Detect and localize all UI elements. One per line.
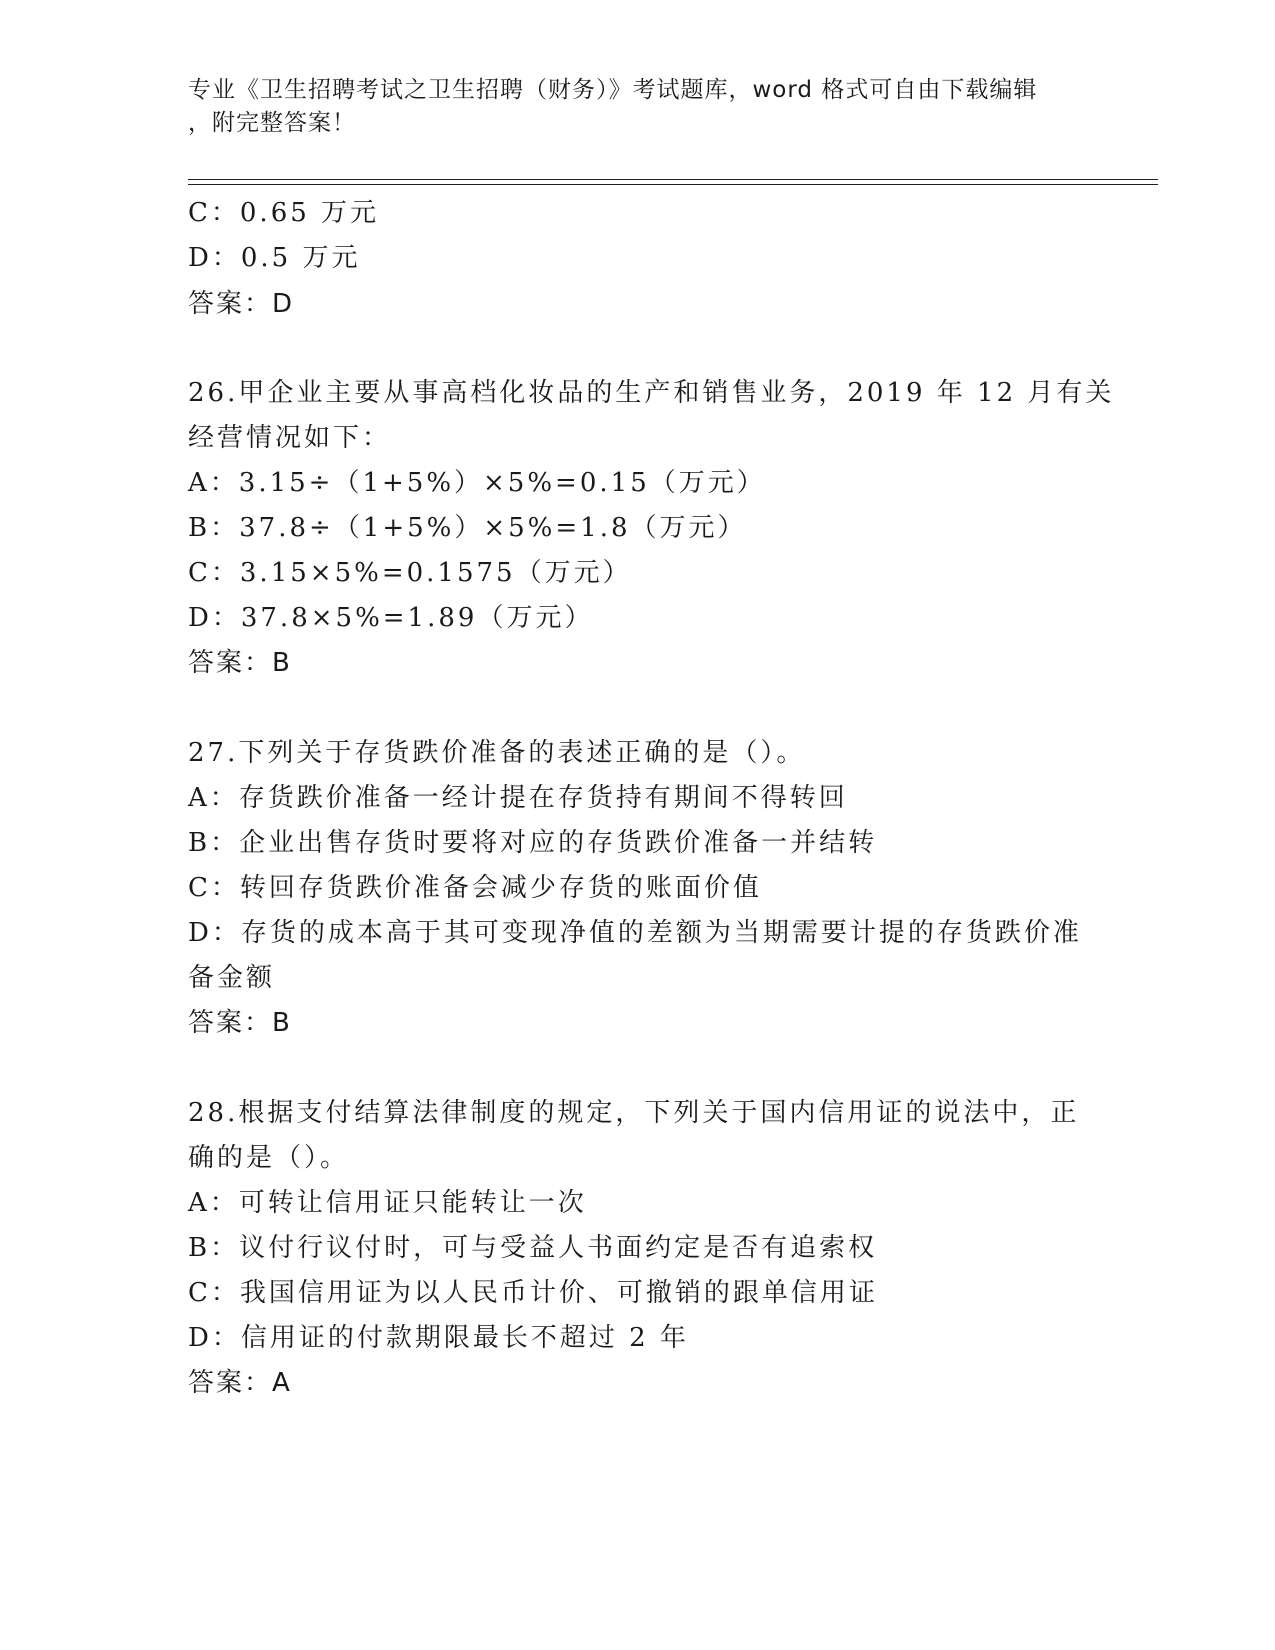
header-line-1: 专业《卫生招聘考试之卫生招聘（财务）》考试题库，word 格式可自由下载编辑	[188, 77, 1038, 103]
q26-option-d: D：37.8×5%=1.89（万元）	[188, 603, 594, 633]
q26-option-c: C：3.15×5%=0.1575（万元）	[188, 558, 632, 588]
q27-option-a: A：存货跌价准备一经计提在存货持有期间不得转回	[188, 783, 848, 813]
q27-stem: 27.下列关于存货跌价准备的表述正确的是（）。	[188, 738, 806, 768]
q26-answer: 答案：B	[188, 648, 292, 678]
q28-option-c: C：我国信用证为以人民币计价、可撤销的跟单信用证	[188, 1278, 878, 1308]
q27-option-c: C：转回存货跌价准备会减少存货的账面价值	[188, 873, 762, 903]
q26-stem-line-1: 26.甲企业主要从事高档化妆品的生产和销售业务，2019 年 12 月有关	[188, 378, 1115, 408]
q28-answer: 答案：A	[188, 1368, 292, 1398]
q28-option-d: D：信用证的付款期限最长不超过 2 年	[188, 1323, 689, 1353]
header-line-2: ，附完整答案！	[188, 110, 356, 136]
q26-stem-line-2: 经营情况如下：	[188, 423, 392, 453]
prev-option-d: D：0.5 万元	[188, 243, 361, 273]
q27-option-b: B：企业出售存货时要将对应的存货跌价准备一并结转	[188, 828, 878, 858]
prev-option-c: C：0.65 万元	[188, 198, 380, 228]
q28-option-a: A：可转让信用证只能转让一次	[188, 1188, 587, 1218]
header-divider-bottom	[188, 184, 1158, 185]
q27-answer: 答案：B	[188, 1008, 292, 1038]
q27-option-d-line-1: D：存货的成本高于其可变现净值的差额为当期需要计提的存货跌价准	[188, 918, 1082, 948]
q26-option-a: A：3.15÷（1+5%）×5%=0.15（万元）	[188, 468, 766, 498]
q28-stem-line-1: 28.根据支付结算法律制度的规定，下列关于国内信用证的说法中，正	[188, 1098, 1080, 1128]
q27-option-d-line-2: 备金额	[188, 963, 276, 993]
header-divider-top	[188, 179, 1158, 180]
q28-stem-line-2: 确的是（）。	[188, 1143, 350, 1173]
q26-option-b: B：37.8÷（1+5%）×5%=1.8（万元）	[188, 513, 747, 543]
prev-answer: 答案：D	[188, 289, 295, 319]
document-header	[188, 74, 1088, 140]
q28-option-b: B：议付行议付时，可与受益人书面约定是否有追索权	[188, 1233, 878, 1263]
